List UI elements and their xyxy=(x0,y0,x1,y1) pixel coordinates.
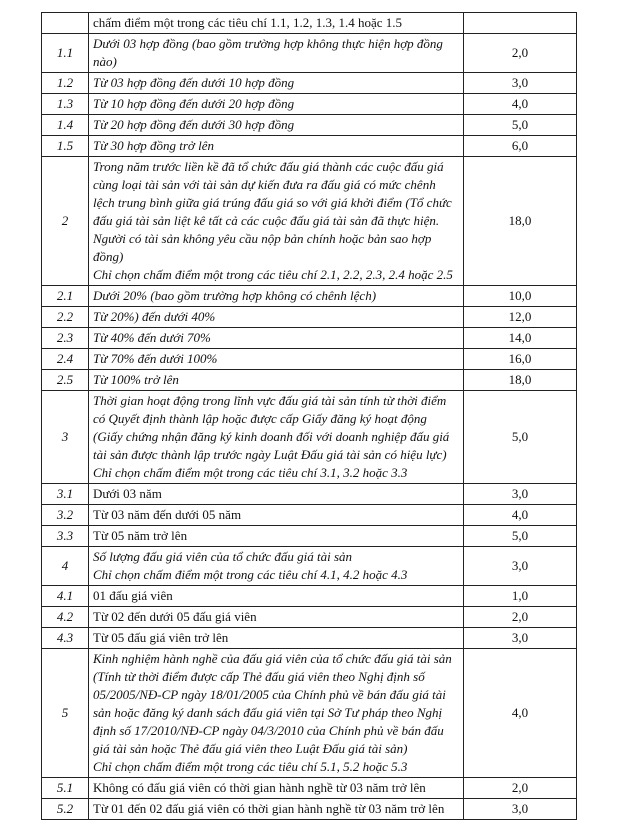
criterion-number: 5.2 xyxy=(42,799,89,820)
criterion-description-cell xyxy=(89,349,464,370)
criterion-description: Từ 30 hợp đồng trở lên xyxy=(93,138,214,153)
criterion-description: Kinh nghiệm hành nghề của đấu giá viên của tổ chức đấu giá tài sản (Tính từ thời điểm được cấp Thẻ đấu giá viên theo Nghị định số 05/2005/NĐ-CP ngày 18/01/2005 của Chính phủ về bán đấu giá tài sản hoặc đăng ký danh sách đấu giá viên tại Sở Tư pháp theo Nghị định số 17/2010/NĐ-CP ngày 04/3/2010 của Chính phủ về bán đấu giá tài sản hoặc Thẻ đấu giá viên theo Luật Đấu giá tài sản) xyxy=(93,651,452,756)
criterion-description-cell xyxy=(89,649,464,778)
criterion-description: Thời gian hoạt động trong lĩnh vực đấu giá tài sản tính từ thời điểm có Quyết định thành lập hoặc được cấp Giấy đăng ký hoạt động (Giấy chứng nhận đăng ký kinh doanh đối với doanh nghiệp đấu giá tài sản được thành lập trước ngày Luật Đấu giá tài sản có hiệu lực) xyxy=(93,393,450,462)
criterion-description: Không có đấu giá viên có thời gian hành nghề từ 03 năm trở lên xyxy=(93,780,426,795)
criterion-row xyxy=(42,799,577,820)
criterion-description: Từ 100% trở lên xyxy=(93,372,179,387)
criterion-row xyxy=(42,607,577,628)
criterion-row xyxy=(42,136,577,157)
criterion-description-cell xyxy=(89,370,464,391)
criterion-description-cell xyxy=(89,73,464,94)
criterion-description-cell xyxy=(89,286,464,307)
criterion-number: 5.1 xyxy=(42,778,89,799)
criterion-number: 3.2 xyxy=(42,505,89,526)
criterion-number: 2.3 xyxy=(42,328,89,349)
criterion-description-cell xyxy=(89,115,464,136)
criterion-description-cell xyxy=(89,484,464,505)
criterion-description: Từ 10 hợp đồng đến dưới 20 hợp đồng xyxy=(93,96,295,111)
criterion-description: Từ 05 năm trở lên xyxy=(93,528,188,543)
criterion-selection-note: Chỉ chọn chấm điểm một trong các tiêu chí 3.1, 3.2 hoặc 3.3 xyxy=(93,465,408,480)
criterion-number: 2.5 xyxy=(42,370,89,391)
criterion-description: Từ 40% đến dưới 70% xyxy=(93,330,211,345)
criterion-number: 1.1 xyxy=(42,34,89,73)
criterion-number: 4 xyxy=(42,547,89,586)
criterion-group-row xyxy=(42,649,577,778)
criterion-score: 4,0 xyxy=(464,94,577,115)
criterion-row xyxy=(42,484,577,505)
criterion-row xyxy=(42,349,577,370)
criterion-row xyxy=(42,370,577,391)
criterion-description-cell xyxy=(89,505,464,526)
criterion-number: 1.5 xyxy=(42,136,89,157)
criterion-group-row xyxy=(42,391,577,484)
criterion-score: 5,0 xyxy=(464,115,577,136)
criterion-number: 4.2 xyxy=(42,607,89,628)
criterion-score: 18,0 xyxy=(464,157,577,286)
criterion-description: Từ 20 hợp đồng đến dưới 30 hợp đồng xyxy=(93,117,295,132)
criterion-description-cell xyxy=(89,526,464,547)
criterion-description-cell xyxy=(89,586,464,607)
criterion-score: 4,0 xyxy=(464,649,577,778)
criterion-number: 5 xyxy=(42,649,89,778)
criterion-description: Từ 70% đến dưới 100% xyxy=(93,351,218,366)
criterion-number: 4.3 xyxy=(42,628,89,649)
criterion-score: 2,0 xyxy=(464,607,577,628)
criterion-description-cell xyxy=(89,34,464,73)
criterion-description: 01 đấu giá viên xyxy=(93,588,173,603)
criterion-row xyxy=(42,586,577,607)
criterion-description-cell xyxy=(89,628,464,649)
criterion-score: 2,0 xyxy=(464,34,577,73)
criterion-number: 1.3 xyxy=(42,94,89,115)
criterion-score: 18,0 xyxy=(464,370,577,391)
criterion-description-cell xyxy=(89,13,464,34)
criterion-description-cell xyxy=(89,328,464,349)
criterion-group-row xyxy=(42,547,577,586)
criteria-table xyxy=(41,12,577,820)
criterion-description: Dưới 03 hợp đồng (bao gồm trường hợp không thực hiện hợp đồng nào) xyxy=(93,36,443,69)
criterion-row xyxy=(42,628,577,649)
criterion-number xyxy=(42,13,89,34)
criterion-number: 2.1 xyxy=(42,286,89,307)
criterion-number: 1.4 xyxy=(42,115,89,136)
criterion-number: 2 xyxy=(42,157,89,286)
criterion-score: 1,0 xyxy=(464,586,577,607)
criterion-description-cell xyxy=(89,391,464,484)
criterion-description: Từ 02 đến dưới 05 đấu giá viên xyxy=(93,609,257,624)
criterion-row xyxy=(42,34,577,73)
criterion-number: 1.2 xyxy=(42,73,89,94)
criterion-description-cell xyxy=(89,547,464,586)
criterion-description: Từ 03 năm đến dưới 05 năm xyxy=(93,507,242,522)
criterion-row xyxy=(42,73,577,94)
criterion-number: 3 xyxy=(42,391,89,484)
criterion-score: 4,0 xyxy=(464,505,577,526)
criterion-score: 14,0 xyxy=(464,328,577,349)
criterion-number: 3.3 xyxy=(42,526,89,547)
criterion-score: 3,0 xyxy=(464,799,577,820)
criterion-description: Số lượng đấu giá viên của tổ chức đấu giá tài sản xyxy=(93,549,353,564)
criterion-description-cell xyxy=(89,94,464,115)
criterion-description-cell xyxy=(89,157,464,286)
criterion-row xyxy=(42,778,577,799)
criterion-row xyxy=(42,286,577,307)
criterion-selection-note: Chỉ chọn chấm điểm một trong các tiêu chí 2.1, 2.2, 2.3, 2.4 hoặc 2.5 xyxy=(93,267,453,282)
criterion-selection-note: Chỉ chọn chấm điểm một trong các tiêu chí 5.1, 5.2 hoặc 5.3 xyxy=(93,759,408,774)
criterion-row xyxy=(42,94,577,115)
criterion-score: 2,0 xyxy=(464,778,577,799)
criterion-row xyxy=(42,328,577,349)
criterion-score: 3,0 xyxy=(464,73,577,94)
criterion-description-cell xyxy=(89,136,464,157)
criterion-description-cell xyxy=(89,307,464,328)
criterion-score: 3,0 xyxy=(464,628,577,649)
criterion-score: 5,0 xyxy=(464,526,577,547)
criterion-score xyxy=(464,13,577,34)
criterion-score: 16,0 xyxy=(464,349,577,370)
criterion-score: 12,0 xyxy=(464,307,577,328)
criterion-description: Từ 05 đấu giá viên trở lên xyxy=(93,630,229,645)
criterion-description: Từ 03 hợp đồng đến dưới 10 hợp đồng xyxy=(93,75,295,90)
criterion-number: 2.2 xyxy=(42,307,89,328)
criterion-number: 4.1 xyxy=(42,586,89,607)
criterion-row xyxy=(42,13,577,34)
criterion-description: Từ 01 đến 02 đấu giá viên có thời gian hành nghề từ 03 năm trở lên xyxy=(93,801,445,816)
criterion-description-cell xyxy=(89,778,464,799)
criterion-row xyxy=(42,115,577,136)
criterion-description: chấm điểm một trong các tiêu chí 1.1, 1.2, 1.3, 1.4 hoặc 1.5 xyxy=(93,15,403,30)
criterion-group-row xyxy=(42,157,577,286)
criterion-number: 3.1 xyxy=(42,484,89,505)
criterion-selection-note: Chỉ chọn chấm điểm một trong các tiêu chí 4.1, 4.2 hoặc 4.3 xyxy=(93,567,408,582)
criterion-number: 2.4 xyxy=(42,349,89,370)
criterion-score: 6,0 xyxy=(464,136,577,157)
criterion-description: Trong năm trước liền kề đã tổ chức đấu giá thành các cuộc đấu giá cùng loại tài sản với tài sản dự kiến đưa ra đấu giá có mức chênh lệch trung bình giữa giá trúng đấu giá so với giá khởi điểm (Tổ chức đấu giá tài sản liệt kê tất cả các cuộc đấu giá tài sản đã thực hiện. Người có tài sản không yêu cầu nộp bản chính hoặc bản sao hợp đồng) xyxy=(93,159,452,264)
criterion-score: 3,0 xyxy=(464,547,577,586)
criteria-table-body xyxy=(42,13,577,820)
criterion-description-cell xyxy=(89,799,464,820)
criterion-description: Từ 20%) đến dưới 40% xyxy=(93,309,216,324)
criterion-description-cell xyxy=(89,607,464,628)
criterion-score: 5,0 xyxy=(464,391,577,484)
criterion-score: 10,0 xyxy=(464,286,577,307)
criterion-description: Dưới 20% (bao gồm trường hợp không có chênh lệch) xyxy=(93,288,377,303)
criterion-description: Dưới 03 năm xyxy=(93,486,162,501)
criterion-row xyxy=(42,505,577,526)
criterion-score: 3,0 xyxy=(464,484,577,505)
criterion-row xyxy=(42,526,577,547)
criterion-row xyxy=(42,307,577,328)
